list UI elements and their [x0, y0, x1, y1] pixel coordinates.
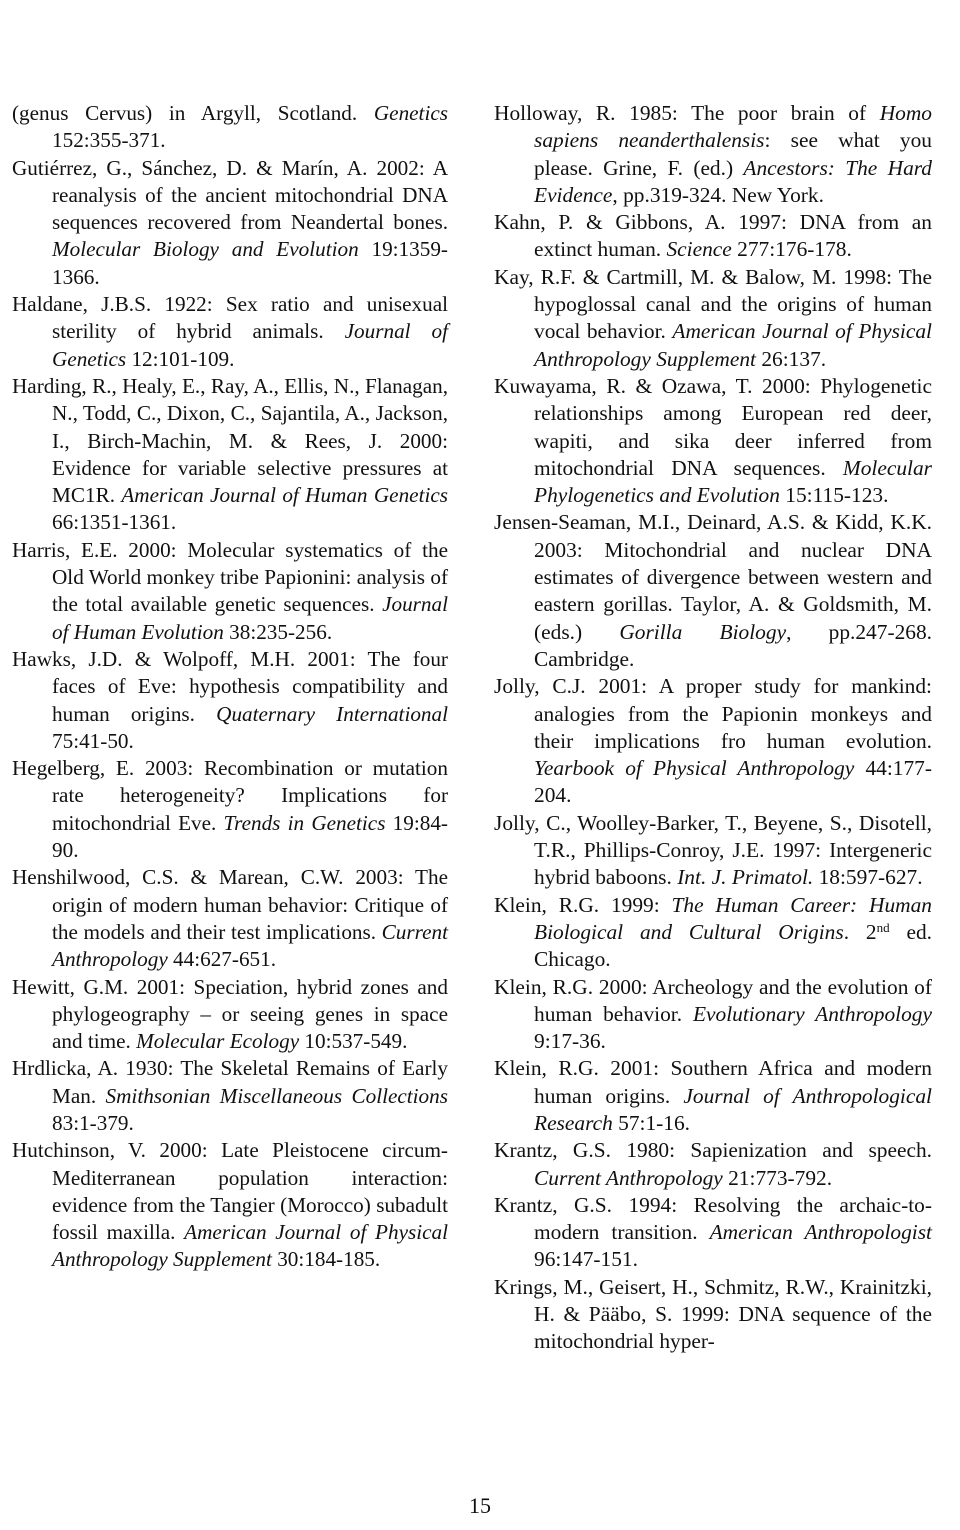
reference-text: Hewitt, G.M. 2001: Speciation, hybrid zones and phylogeography – or seeing genes in space and time.	[12, 974, 448, 1054]
reference-text: 44:627-651.	[167, 947, 277, 972]
reference-entry	[494, 1055, 932, 1137]
reference-italic-text: American Anthropologist	[709, 1220, 932, 1245]
reference-entry	[12, 974, 448, 1056]
reference-italic-text: Current Anthropology	[52, 919, 448, 972]
reference-entry	[12, 537, 448, 646]
reference-italic-text: Quaternary International	[216, 701, 448, 726]
reference-entry	[12, 1055, 448, 1137]
reference-italic-text: Molecular Biology and Evolution	[52, 237, 359, 262]
reference-italic-text: Trends in Genetics	[223, 810, 386, 835]
reference-entry	[12, 100, 448, 155]
reference-text: 15:115-123.	[779, 483, 889, 508]
reference-text: Jolly, C., Woolley-Barker, T., Beyene, S., Disotell, T.R., Phillips-Conroy, J.E. 1997: Intergeneric hybrid baboons.	[494, 810, 932, 890]
reference-text: Hrdlicka, A. 1930: The Skeletal Remains of Early Man.	[12, 1056, 448, 1108]
reference-italic-text: Gorilla Biology	[619, 619, 787, 644]
reference-text: Krantz, G.S. 1994: Resolving the archaic-to-modern transition.	[494, 1192, 932, 1245]
reference-text: . 2	[843, 919, 877, 944]
reference-text: Klein, R.G. 2000: Archeology and the evolution of human behavior.	[494, 974, 932, 1026]
reference-text: Krantz, G.S. 1980: Sapienization and speech.	[494, 1138, 932, 1163]
reference-italic-text: Homo sapiens neanderthalensis	[534, 101, 932, 153]
reference-text: : see what you please. Grine, F. (ed.)	[534, 128, 932, 180]
reference-text: 152:355-371.	[52, 128, 166, 153]
reference-italic-text: American Journal of Physical Anthropology Supplement	[534, 319, 932, 371]
reference-text: 26:137.	[756, 346, 827, 371]
reference-text: 44:177-204.	[534, 756, 932, 808]
reference-text: 96:147-151.	[534, 1247, 638, 1272]
reference-text: Kuwayama, R. & Ozawa, T. 2000: Phylogenetic relationships among European red deer, wapiti, and sika deer inferred from mitochondrial DNA sequences.	[494, 373, 932, 480]
reference-text: ed. Chicago.	[534, 919, 933, 972]
reference-entry	[494, 892, 932, 974]
reference-entry	[494, 974, 932, 1056]
reference-text: 9:17-36.	[534, 1029, 606, 1054]
reference-superscript: nd	[876, 919, 890, 935]
reference-italic-text: Science	[666, 237, 732, 262]
reference-text: 30:184-185.	[271, 1247, 381, 1272]
reference-italic-text: Current Anthropology	[534, 1165, 723, 1190]
reference-text: Klein, R.G. 1999:	[494, 892, 672, 917]
reference-column-right	[494, 100, 932, 1356]
page-number: 15	[469, 1493, 491, 1518]
reference-text: Haldane, J.B.S. 1922: Sex ratio and unisexual sterility of hybrid animals.	[12, 292, 448, 344]
reference-text: Henshilwood, C.S. & Marean, C.W. 2003: The origin of modern human behavior: Critique of the models and their test implications.	[12, 865, 448, 944]
reference-text: 12:101-109.	[126, 346, 235, 371]
reference-text: Kahn, P. & Gibbons, A. 1997: DNA from an extinct human.	[494, 210, 932, 262]
reference-text: Harding, R., Healy, E., Ray, A., Ellis, N., Flanagan, N., Todd, C., Dixon, C., Sajantila, A., Jackson, I., Birch-Machin, M. & Rees, J. 2000: Evidence for variable selective pressures at MC1R.	[12, 373, 448, 508]
reference-text: Jolly, C.J. 2001: A proper study for mankind: analogies from the Papionin monkeys and their implications fro human evolution.	[494, 674, 932, 753]
reference-italic-text: The Human Career: Human Biological and Cultural Origins	[534, 892, 932, 944]
reference-text: 19:1359-1366.	[52, 237, 448, 289]
reference-italic-text: Genetics	[373, 101, 448, 125]
reference-italic-text: Yearbook of Physical Anthropology	[534, 756, 855, 781]
reference-text: , pp.319-324. New York.	[612, 182, 824, 207]
reference-text: 18:597-627.	[813, 865, 923, 890]
reference-entry	[494, 810, 932, 892]
reference-entry	[494, 673, 932, 809]
reference-entry	[12, 864, 448, 973]
reference-entry	[494, 100, 932, 209]
reference-text: 66:1351-1361.	[52, 510, 177, 535]
reference-text: 38:235-256.	[223, 619, 333, 644]
reference-italic-text: Smithsonian Miscellaneous Collections	[105, 1083, 448, 1108]
reference-text: Jensen-Seaman, M.I., Deinard, A.S. & Kidd, K.K. 2003: Mitochondrial and nuclear DNA estimates of divergence between western and eastern gorillas. Taylor, A. & Goldsmith, M. (eds.)	[494, 510, 932, 644]
reference-entry	[494, 373, 932, 509]
reference-text: (genus Cervus) in Argyll, Scotland.	[12, 101, 374, 125]
reference-text: Holloway, R. 1985: The poor brain of	[494, 101, 880, 125]
reference-text: 10:537-549.	[299, 1029, 408, 1054]
reference-text: Krings, M., Geisert, H., Schmitz, R.W., Krainitzki, H. & Pääbo, S. 1999: DNA sequence of the mitochondrial hyper-	[494, 1274, 932, 1354]
reference-entry	[12, 755, 448, 864]
reference-italic-text: Molecular Phylogenetics and Evolution	[534, 455, 932, 508]
reference-italic-text: Journal of Human Evolution	[52, 592, 448, 644]
reference-text: Hawks, J.D. & Wolpoff, M.H. 2001: The four faces of Eve: hypothesis compatibility and human origins.	[12, 646, 448, 726]
reference-entry	[12, 1137, 448, 1273]
reference-entry	[494, 1274, 932, 1356]
reference-text: Gutiérrez, G., Sánchez, D. & Marín, A. 2002: A reanalysis of the ancient mitochondrial DNA sequences recovered from Neandertal bones.	[12, 155, 448, 235]
reference-text: 57:1-16.	[612, 1110, 691, 1135]
reference-entry	[12, 646, 448, 755]
reference-entry	[494, 264, 932, 373]
reference-text: Kay, R.F. & Cartmill, M. & Balow, M. 1998: The hypoglossal canal and the origins of human vocal behavior.	[494, 264, 932, 344]
reference-text: Harris, E.E. 2000: Molecular systematics of the Old World monkey tribe Papionini: analysis of the total available genetic sequences.	[12, 537, 448, 617]
reference-italic-text: American Journal of Human Genetics	[121, 483, 448, 508]
reference-italic-text: Ancestors: The Hard Evidence	[534, 155, 932, 207]
reference-entry	[494, 1192, 932, 1274]
reference-italic-text: Journal of Genetics	[52, 319, 448, 371]
reference-text: 75:41-50.	[52, 728, 134, 753]
reference-italic-text: Evolutionary Anthropology	[692, 1001, 932, 1026]
reference-text: 277:176-178.	[731, 237, 852, 262]
reference-text: Klein, R.G. 2001: Southern Africa and modern human origins.	[494, 1056, 932, 1108]
reference-text: 19:84-90.	[52, 810, 448, 863]
reference-text: Hegelberg, E. 2003: Recombination or mutation rate heterogeneity? Implications for mitochondrial Eve.	[12, 756, 448, 835]
reference-entry	[12, 291, 448, 373]
reference-column-left	[12, 100, 448, 1274]
reference-italic-text: Int. J. Primatol.	[677, 865, 814, 890]
reference-italic-text: Molecular Ecology	[136, 1029, 300, 1054]
reference-italic-text: American Journal of Physical Anthropology Supplement	[52, 1220, 448, 1272]
reference-entry	[494, 509, 932, 673]
reference-text: , pp.247-268. Cambridge.	[534, 619, 932, 671]
reference-entry	[12, 373, 448, 537]
reference-entry	[12, 155, 448, 291]
reference-entry	[494, 209, 932, 264]
reference-entry	[494, 1137, 932, 1192]
reference-text: Hutchinson, V. 2000: Late Pleistocene circum-Mediterranean population interaction: evidence from the Tangier (Morocco) subadult fossil maxilla.	[12, 1138, 448, 1245]
reference-italic-text: Journal of Anthropological Research	[534, 1083, 933, 1135]
reference-text: 21:773-792.	[722, 1165, 833, 1190]
reference-text: 83:1-379.	[52, 1110, 134, 1135]
